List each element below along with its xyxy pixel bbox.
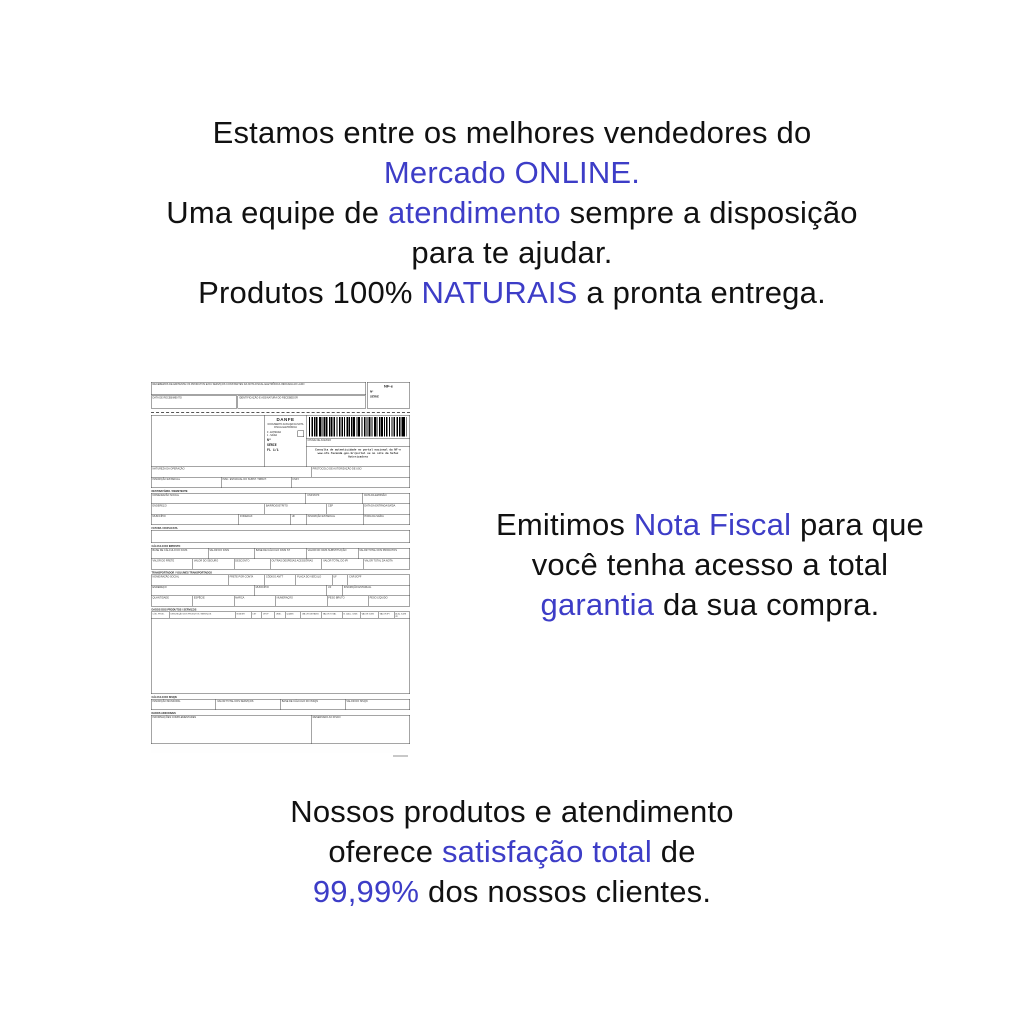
invoice-field: [151, 618, 410, 694]
promo-line: [0, 233, 1024, 273]
invoice-field-label: QUANTIDADE: [152, 596, 169, 600]
stub-row: [151, 396, 366, 409]
invoice-field-label: VALOR TOTAL DA NOTA: [364, 559, 393, 563]
invoice-field-label: [152, 619, 410, 620]
danfe-invoice: [151, 382, 410, 753]
invoice-field-label: ENDEREÇO: [152, 586, 167, 589]
promo-text: Estamos entre os melhores vendedores do: [212, 115, 812, 150]
invoice-field: [192, 559, 234, 570]
invoice-field: [151, 699, 216, 710]
promo-line: [0, 273, 1024, 313]
nota-fiscal-document-image: [151, 382, 410, 753]
issuer-identification-box: [151, 415, 265, 467]
invoice-sections: [151, 467, 410, 745]
invoice-field-label: VALOR DO SEGURO: [193, 559, 219, 563]
invoice-field: [151, 548, 208, 559]
nota-fiscal-note-text: [460, 505, 960, 625]
invoice-header-right-column: [306, 415, 410, 467]
stub-date-label: DATA DE RECEBIMENTO: [152, 396, 182, 400]
invoice-field: [327, 596, 369, 607]
invoice-field-label: UF: [327, 586, 332, 589]
invoice-field: [311, 467, 410, 478]
invoice-field: [326, 585, 342, 596]
cut-line: [151, 409, 410, 414]
invoice-section-title: TRANSPORTADOR / VOLUMES TRANSPORTADOS: [151, 571, 212, 575]
entrada-saida-block: [267, 431, 304, 438]
invoice-field: [291, 477, 410, 488]
invoice-field: [192, 596, 234, 607]
invoice-field-label: CNPJ/CPF: [349, 575, 362, 579]
invoice-field-label: PESO BRUTO: [328, 596, 345, 600]
invoice-row: [151, 548, 410, 559]
invoice-field: [234, 559, 271, 570]
invoice-field: [264, 575, 296, 586]
promo-line: [0, 193, 1024, 233]
invoice-field: [326, 504, 363, 515]
invoice-field: [151, 530, 410, 543]
invoice-field-label: OUTRAS DESPESAS ACESSÓRIAS: [271, 559, 313, 563]
invoice-field-label: CFOP: [262, 612, 269, 615]
invoice-field-label: MARCA: [235, 596, 245, 600]
promo-text: da sua compra.: [654, 587, 880, 622]
invoice-row: [151, 575, 410, 586]
invoice-field-label: CST: [252, 612, 257, 615]
nfe-number-label: Nº: [370, 390, 374, 394]
invoice-field-label: [152, 531, 410, 532]
promo-line: [0, 792, 1024, 832]
promo-highlight-nota-fiscal: Nota Fiscal: [633, 507, 792, 542]
invoice-field: [290, 514, 306, 525]
stub-signature-label: IDENTIFICAÇÃO E ASSINATURA DO RECEBEDOR: [239, 396, 298, 400]
invoice-field-label: CNPJ: [292, 478, 299, 481]
invoice-field: [306, 493, 364, 504]
invoice-field: [216, 699, 281, 710]
promo-text: oferece: [328, 834, 442, 869]
invoice-row: [151, 585, 410, 596]
promo-highlight-atendimento: atendimento: [387, 195, 561, 230]
invoice-field: [348, 575, 410, 586]
invoice-field: [280, 699, 345, 710]
promo-text: você tenha acesso a total: [531, 547, 889, 582]
invoice-field: [151, 477, 221, 488]
invoice-field: [311, 715, 410, 744]
stub-statement-label: RECEBEMOS DE EMITENTE OS PRODUTOS E/OU SERVIÇOS CONSTANTES DA NOTA FISCAL ELETRÔNICA INDICADA AO LADO: [152, 383, 305, 386]
invoice-field: [151, 585, 255, 596]
invoice-field-label: INFORMAÇÕES COMPLEMENTARES: [152, 716, 197, 719]
invoice-field: [368, 596, 410, 607]
invoice-field: [239, 514, 291, 525]
entrada-label: 0 - ENTRADA: [267, 430, 282, 434]
invoice-field: [151, 596, 193, 607]
saida-label: 1 - SAÍDA: [267, 433, 278, 437]
invoice-section-title: FATURA / DUPLICATA: [151, 527, 178, 530]
stub-signature-cell: [238, 396, 367, 409]
fine-print-smudge: [393, 755, 408, 757]
invoice-field-label: NCM/SH: [236, 612, 245, 615]
invoice-row: [151, 514, 410, 525]
invoice-field-label: B. CÁLC. ICMS: [343, 612, 358, 615]
invoice-row: [151, 477, 410, 488]
invoice-field-label: VALOR TOTAL DOS PRODUTOS: [359, 549, 397, 552]
invoice-field-label: INSCRIÇÃO ESTADUAL: [343, 586, 372, 589]
danfe-title: DANFE: [276, 417, 295, 422]
invoice-row: [151, 493, 410, 504]
promo-line: [0, 832, 1024, 872]
danfe-subtitle: DOCUMENTO AUXILIAR DA NOTA FISCAL ELETRÔNICA: [267, 423, 304, 429]
invoice-field-label: FRETE POR CONTA: [229, 575, 254, 579]
invoice-field-label: VALOR UNITÁRIO: [302, 612, 319, 615]
invoice-field-label: DESCRIÇÃO DOS PRODUTOS / SERVIÇOS: [170, 612, 212, 615]
invoice-field-label: CÓD. PROD.: [152, 612, 165, 615]
danfe-number-label: Nº: [267, 438, 271, 442]
promo-line: [460, 545, 960, 585]
invoice-section-title: CÁLCULO DO IMPOSTO: [151, 545, 181, 548]
invoice-field-label: RESERVADO AO FISCO: [312, 716, 341, 719]
invoice-field-label: VALOR DO ISSQN: [346, 700, 368, 703]
promo-top-text: [0, 113, 1024, 313]
nfe-series-label: SÉRIE: [370, 395, 380, 399]
promo-line: [0, 113, 1024, 153]
invoice-field: [342, 585, 410, 596]
invoice-field-label: CEP: [327, 504, 334, 508]
invoice-field-label: INSCRIÇÃO MUNICIPAL: [152, 700, 181, 703]
invoice-field: [358, 548, 410, 559]
invoice-section-title: CÁLCULO DO ISSQN: [151, 696, 177, 699]
invoice-field-label: VALOR TOTAL DOS SERVIÇOS: [217, 700, 254, 703]
invoice-field-label: PESO LÍQUIDO: [369, 596, 388, 600]
invoice-field-label: CÓDIGO ANTT: [265, 575, 284, 579]
invoice-field-label: DATA DA ENTRADA/SAÍDA: [364, 504, 396, 508]
entrada-saida-labels: [267, 431, 281, 437]
invoice-field-label: VALOR DO ICMS: [209, 549, 229, 552]
invoice-field-label: CNPJ/CPF: [307, 494, 320, 497]
invoice-field: [306, 548, 358, 559]
promo-text: Nossos produtos e atendimento: [290, 794, 734, 829]
invoice-field-label: BAIRRO/DISTRITO: [265, 504, 288, 508]
invoice-field-label: HORA DA SAÍDA: [364, 515, 384, 518]
invoice-field: [254, 548, 306, 559]
invoice-field-label: VALOR DO ICMS SUBSTITUIÇÃO: [307, 549, 347, 552]
promo-bottom-text: [0, 792, 1024, 912]
promo-text: Uma equipe de: [166, 195, 388, 230]
invoice-field: [363, 559, 410, 570]
invoice-field-label: BASE DE CÁLCULO ICMS ST: [255, 549, 291, 552]
access-key-label: CHAVE DE ACESSO: [307, 439, 332, 442]
invoice-field: [363, 514, 410, 525]
invoice-field-label: BASE DE CÁLCULO DO ISSQN: [281, 700, 319, 703]
barcode-image: [309, 417, 407, 437]
invoice-field-label: INSCRIÇÃO ESTADUAL: [307, 515, 336, 518]
invoice-field-label: VALOR TOTAL: [322, 612, 337, 615]
promo-text: dos nossos clientes.: [419, 874, 712, 909]
invoice-field-label: MUNICÍPIO: [152, 515, 166, 518]
invoice-section-title: DADOS DOS PRODUTOS / SERVIÇOS: [151, 608, 197, 612]
invoice-field-label: FONE/FAX: [240, 515, 253, 518]
promo-line: [0, 153, 1024, 193]
promo-highlight-mercado-online: Mercado ONLINE.: [383, 155, 641, 190]
danfe-series-label: SÉRIE: [267, 443, 277, 447]
invoice-field: [151, 467, 312, 478]
stub-date-cell: [151, 396, 237, 409]
invoice-row: [151, 715, 410, 744]
promo-text: Produtos 100%: [198, 275, 422, 310]
invoice-field: [363, 493, 410, 504]
promo-line: [460, 585, 960, 625]
invoice-field-label: VALOR IPI: [379, 612, 390, 615]
invoice-field: [208, 548, 255, 559]
invoice-field-label: PLACA DO VEÍCULO: [297, 575, 322, 579]
invoice-field-label: DESCONTO: [235, 559, 250, 563]
invoice-field: [332, 575, 348, 586]
invoice-row: [151, 699, 410, 710]
promo-text: a pronta entrega.: [577, 275, 826, 310]
invoice-row: [151, 504, 410, 515]
invoice-field: [151, 715, 312, 744]
promo-text: para te ajudar.: [411, 235, 613, 270]
danfe-header-box: [265, 415, 307, 467]
invoice-field: [254, 585, 327, 596]
stub-nfe-cell: [367, 382, 410, 409]
invoice-field-label: BASE DE CÁLCULO DO ICMS: [152, 549, 188, 552]
promo-text: de: [651, 834, 696, 869]
stub-statement-cell: [151, 382, 366, 395]
invoice-field-label: UNID.: [275, 612, 282, 615]
invoice-field: [322, 559, 364, 570]
promo-text: Emitimos: [496, 507, 634, 542]
promo-text: sempre a disposição: [560, 195, 858, 230]
invoice-field: [264, 504, 327, 515]
invoice-row: [151, 596, 410, 607]
invoice-field-label: MUNICÍPIO: [255, 586, 269, 589]
entrada-saida-checkbox: [298, 431, 305, 438]
invoice-field-label: INSC. ESTADUAL DO SUBST. TRIBUT.: [222, 478, 267, 481]
invoice-field-label: VALOR ICMS: [361, 612, 374, 615]
invoice-field: [151, 493, 306, 504]
nfe-title: NF-e: [384, 384, 393, 389]
authenticity-note-cell: Consulta de autenticidade no portal nacional da NF-e www.nfe.fazenda.gov.br/portal ou no site da Sefaz Autorizadora: [306, 446, 410, 467]
invoice-field-label: NOME/RAZÃO SOCIAL: [152, 494, 180, 497]
invoice-field-label: UF: [291, 515, 296, 518]
invoice-field-label: VALOR TOTAL DO IPI: [323, 559, 349, 563]
invoice-field: [221, 477, 291, 488]
invoice-field: [345, 699, 410, 710]
invoice-field-label: VALOR DO FRETE: [152, 559, 175, 563]
promo-highlight-satisfacao-total: satisfação total: [441, 834, 652, 869]
invoice-field-label: ENDEREÇO: [152, 504, 167, 508]
invoice-field: [151, 559, 193, 570]
invoice-main-header: [151, 415, 410, 467]
invoice-field-label: QUANT.: [286, 612, 294, 615]
invoice-row: [151, 559, 410, 570]
promo-highlight-9999: 99,99%: [312, 874, 420, 909]
invoice-field-label: UF: [333, 575, 337, 579]
promo-line: [460, 505, 960, 545]
invoice-field: [234, 596, 276, 607]
invoice-receipt-stub: [151, 382, 410, 409]
invoice-field: [296, 575, 333, 586]
promo-highlight-garantia: garantia: [540, 587, 655, 622]
invoice-field: [270, 559, 322, 570]
invoice-field-label: INSCRIÇÃO ESTADUAL: [152, 478, 181, 481]
stub-row: [151, 382, 366, 395]
invoice-field: [275, 596, 327, 607]
invoice-section-title: DESTINATÁRIO / REMETENTE: [151, 490, 188, 493]
invoice-field-label: NUMERAÇÃO: [276, 596, 293, 600]
invoice-field-label: NOME/RAZÃO SOCIAL: [152, 575, 180, 579]
invoice-field: [228, 575, 265, 586]
invoice-row: [151, 530, 410, 543]
promo-text: para que: [791, 507, 924, 542]
invoice-field-label: DATA DA EMISSÃO: [364, 494, 387, 497]
invoice-section-title: DADOS ADICIONAIS: [151, 712, 176, 715]
danfe-page-label: FL 1/1: [267, 448, 279, 452]
invoice-field: [151, 504, 265, 515]
promo-highlight-naturais: NATURAIS: [421, 275, 578, 310]
invoice-field-label: ESPÉCIE: [193, 596, 205, 600]
invoice-field-label: PROTOCOLO DE AUTORIZAÇÃO DE USO: [312, 467, 362, 471]
invoice-field: [363, 504, 410, 515]
invoice-field-label: NATUREZA DA OPERAÇÃO: [152, 467, 185, 471]
invoice-field: [151, 514, 239, 525]
invoice-field: [151, 575, 229, 586]
invoice-field: [306, 514, 363, 525]
invoice-field-label: ALÍQ. ICMS IPI: [395, 612, 407, 618]
invoice-row: [151, 467, 410, 478]
barcode-box: [306, 415, 410, 439]
promo-line: [0, 872, 1024, 912]
invoice-row: [151, 618, 410, 694]
